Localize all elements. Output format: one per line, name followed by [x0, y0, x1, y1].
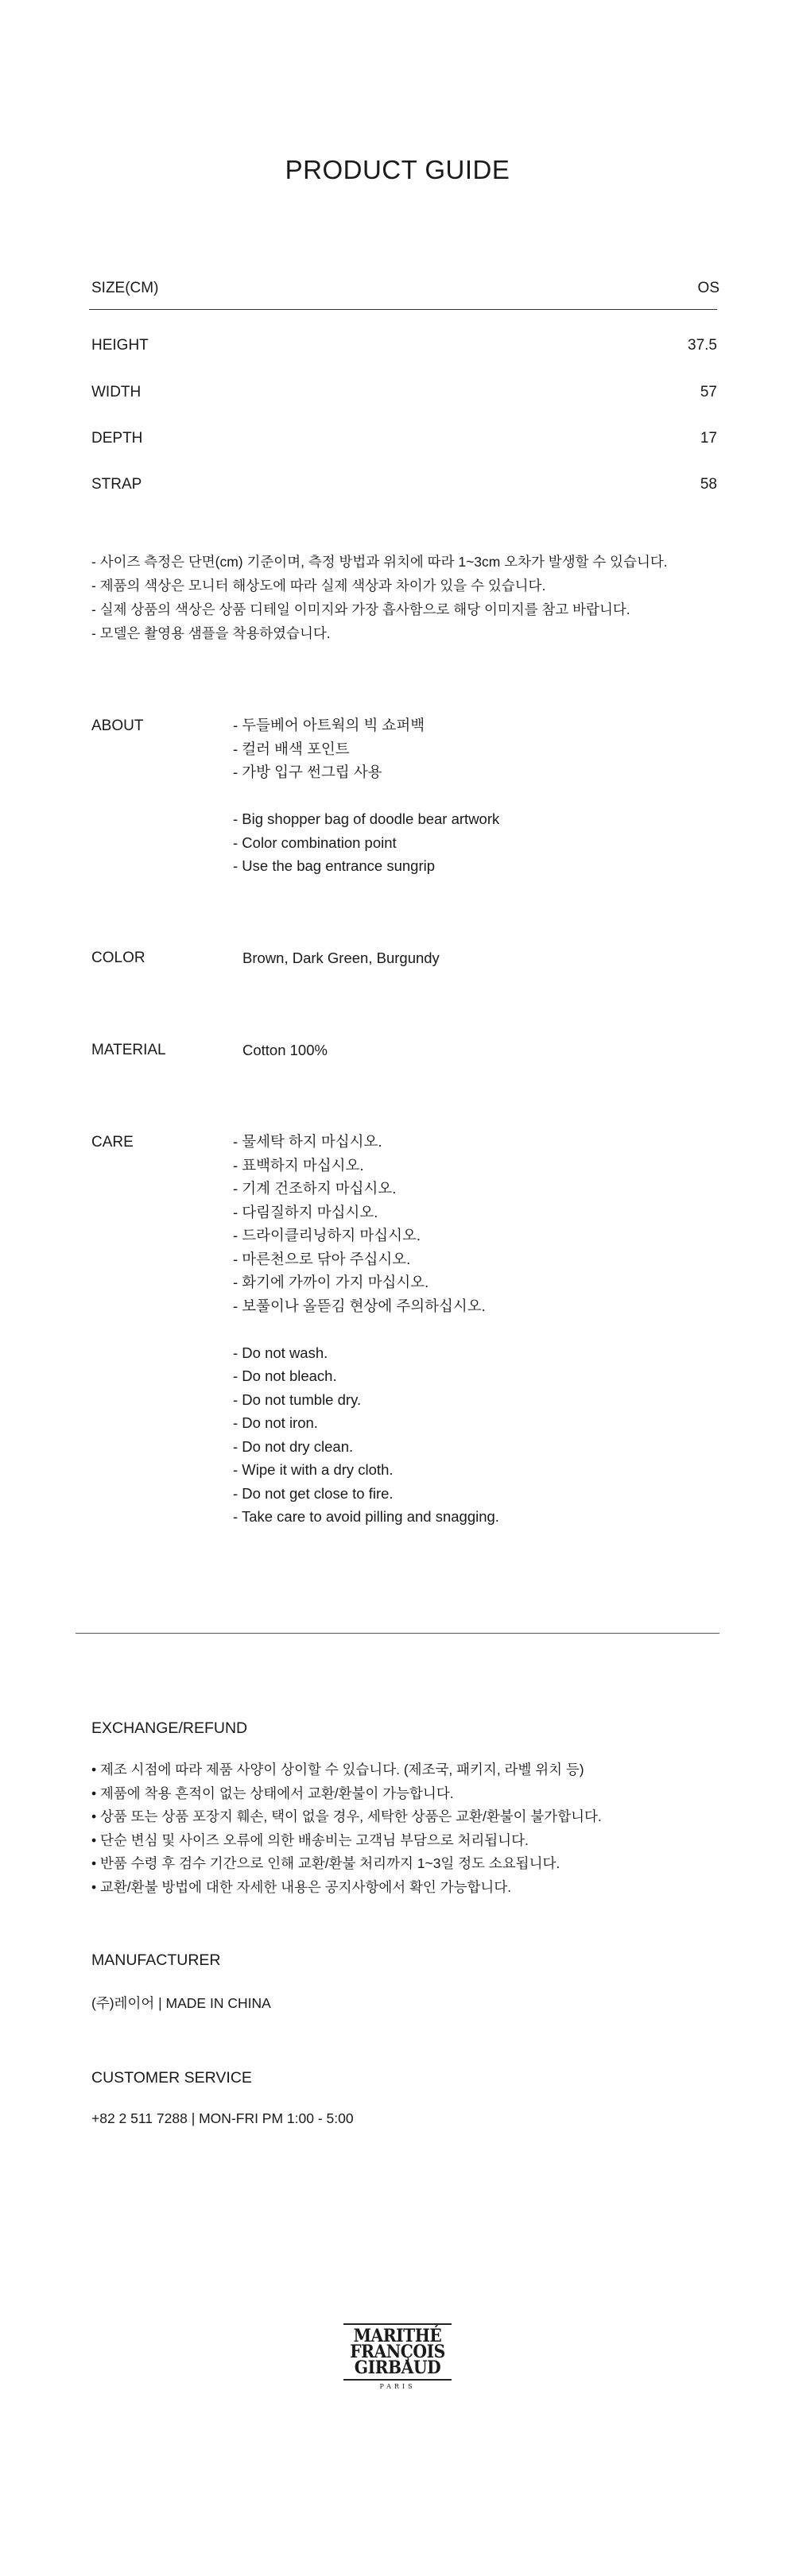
- logo-word: GIRBAUD: [354, 2357, 441, 2378]
- about-line: - Big shopper bag of doodle bear artwork: [233, 810, 500, 827]
- note-line: - 모델은 촬영용 샘플을 착용하였습니다.: [91, 625, 331, 641]
- care-label: CARE: [91, 1134, 134, 1151]
- about-line: - Color combination point: [233, 834, 397, 851]
- care-line: - Take care to avoid pilling and snagging.: [233, 1508, 499, 1525]
- size-row-value: 58: [700, 476, 717, 493]
- size-table-divider: [89, 309, 717, 310]
- size-row-width: [91, 384, 717, 401]
- care-line: - 마른천으로 닦아 주십시오.: [233, 1250, 411, 1267]
- care-line: - 드라이클리닝하지 마십시오.: [233, 1227, 421, 1244]
- size-row-height: [91, 337, 717, 354]
- size-row-label: WIDTH: [91, 384, 142, 400]
- note-line: - 제품의 색상은 모니터 해상도에 따라 실제 색상과 차이가 있을 수 있습니다.: [91, 578, 546, 594]
- color-value: Brown, Dark Green, Burgundy: [242, 950, 440, 966]
- size-row-value: 57: [700, 384, 717, 400]
- exchange-item: • 단순 변심 및 사이즈 오류에 의한 배송비는 고객님 부담으로 처리됩니다.: [91, 1831, 529, 1848]
- exchange-item: • 교환/환불 방법에 대한 자세한 내용은 공지사항에서 확인 가능합니다.: [91, 1878, 512, 1895]
- exchange-list: [91, 1758, 602, 1899]
- customer-service-title: CUSTOMER SERVICE: [91, 2069, 252, 2087]
- about-label: ABOUT: [91, 717, 144, 734]
- material-label: MATERIAL: [91, 1042, 166, 1058]
- note-line: - 사이즈 측정은 단면(cm) 기준이며, 측정 방법과 위치에 따라 1~3cm 오차가 발생할 수 있습니다.: [91, 554, 668, 570]
- care-line: - 보풀이나 올뜯김 현상에 주의하십시오.: [233, 1297, 486, 1314]
- brand-logo: [340, 2323, 455, 2390]
- note-line: - 실제 상품의 색상은 상품 디테일 이미지와 가장 흡사함으로 해당 이미지를 참고 바랍니다.: [91, 601, 630, 617]
- size-row-label: HEIGHT: [91, 337, 149, 354]
- care-line: - Do not tumble dry.: [233, 1390, 362, 1408]
- care-line: - Do not dry clean.: [233, 1437, 354, 1455]
- customer-service-text: +82 2 511 7288 | MON-FRI PM 1:00 - 5:00: [91, 2110, 354, 2126]
- exchange-item: • 제품에 착용 흔적이 없는 상태에서 교환/환불이 가능합니다.: [91, 1785, 454, 1801]
- material-value: Cotton 100%: [242, 1042, 328, 1058]
- size-header-label: SIZE(CM): [91, 280, 159, 296]
- size-row-label: DEPTH: [91, 430, 143, 447]
- about-line: - 두들베어 아트웍의 빅 쇼퍼백: [233, 717, 425, 733]
- logo-sub: PARIS: [379, 2383, 416, 2390]
- care-line: - 물세탁 하지 마십시오.: [233, 1133, 382, 1150]
- care-line: - Do not wash.: [233, 1344, 328, 1361]
- size-row-strap: [91, 476, 717, 493]
- about-line: - Use the bag entrance sungrip: [233, 857, 436, 874]
- care-line: - Wipe it with a dry cloth.: [233, 1461, 394, 1478]
- size-row-value: 17: [700, 430, 717, 447]
- page-title: PRODUCT GUIDE: [285, 155, 510, 184]
- section-divider: [76, 1633, 719, 1634]
- color-label: COLOR: [91, 950, 145, 966]
- care-line: - 기계 건조하지 마십시오.: [233, 1180, 397, 1197]
- exchange-item: • 제조 시점에 따라 제품 사양이 상이할 수 있습니다. (제조국, 패키지, 라벨 위치 등): [91, 1762, 584, 1777]
- care-line: - Do not iron.: [233, 1414, 318, 1431]
- about-content: [233, 714, 499, 878]
- size-row-value: 37.5: [688, 337, 717, 354]
- exchange-item: • 반품 수령 후 검수 기간으로 인해 교환/환불 처리까지 1~3일 정도 소요됩니다.: [91, 1855, 560, 1871]
- size-row-depth: [91, 430, 717, 447]
- size-row-label: STRAP: [91, 476, 142, 493]
- manufacturer-title: MANUFACTURER: [91, 1951, 221, 1969]
- logo-word: FRANÇOIS: [350, 2342, 445, 2362]
- care-line: - 화기에 가까이 가지 마십시오.: [233, 1274, 429, 1290]
- exchange-item: • 상품 또는 상품 포장지 훼손, 택이 없을 경우, 세탁한 상품은 교환/환불이 불가합니다.: [91, 1808, 602, 1824]
- manufacturer-text: (주)레이어 | MADE IN CHINA: [91, 1995, 271, 2011]
- size-header-value: OS: [697, 280, 719, 296]
- size-notes: [91, 550, 668, 645]
- logo-word: MARITHÉ: [353, 2326, 442, 2346]
- about-line: - 가방 입구 썬그립 사용: [233, 764, 382, 780]
- care-line: - Do not get close to fire.: [233, 1484, 394, 1502]
- care-line: - 다림질하지 마십시오.: [233, 1203, 378, 1220]
- care-line: - Do not bleach.: [233, 1367, 337, 1384]
- size-table-header: [91, 280, 719, 297]
- about-line: - 컬러 배색 포인트: [233, 740, 350, 757]
- exchange-title: EXCHANGE/REFUND: [91, 1719, 248, 1737]
- care-line: - 표백하지 마십시오.: [233, 1156, 364, 1174]
- care-content: [233, 1130, 499, 1529]
